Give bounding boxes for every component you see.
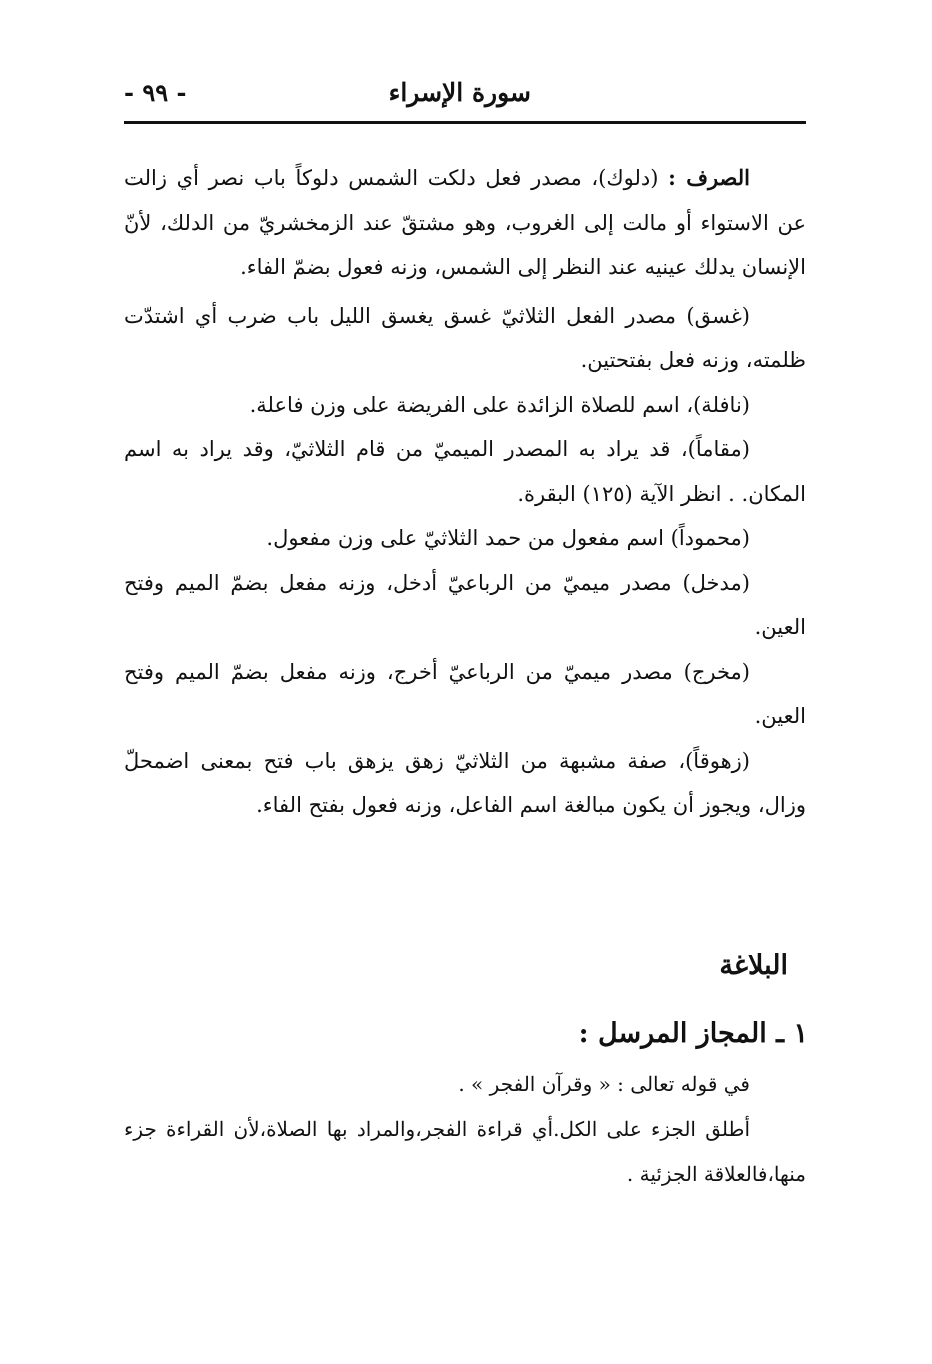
sarf-paragraph-mahmud: (محموداً) اسم مفعول من حمد الثلاثيّ على وزن مفعول. xyxy=(266,526,750,550)
sarf-paragraph-text: (دلوك)، مصدر فعل دلكت الشمس دلوكاً باب نصر أي زالت عن الاستواء أو مالت إلى الغروب، وهو مشتقّ عند الزمخشريّ من الدلك، لأنّ الإنسان يدلك عينيه عند النظر إلى الشمس، وزنه فعول بضمّ الفاء. xyxy=(124,166,806,279)
sarf-paragraph-maqam: (مقاماً)، قد يراد به المصدر الميميّ من قام الثلاثيّ، وقد يراد به اسم المكان. . انظر الآية (١٢٥) البقرة. xyxy=(124,437,806,506)
header-divider xyxy=(124,121,806,124)
majaz-explanation: أطلق الجزء على الكل.أي قراءة الفجر،والمراد بها الصلاة،لأن القراءة جزء منها،فالعلاقة الجزئية . xyxy=(124,1117,806,1186)
sarf-paragraph-ghasaq: (غسق) مصدر الفعل الثلاثيّ غسق يغسق الليل باب ضرب أي اشتدّت ظلمته، وزنه فعل بفتحتين. xyxy=(124,303,806,372)
quote-line: في قوله تعالى : « وقرآن الفجر » . xyxy=(458,1072,750,1096)
balagha-heading: البلاغة xyxy=(719,950,788,981)
sarf-paragraph-nafila: (نافلة)، اسم للصلاة الزائدة على الفريضة على وزن فاعلة. xyxy=(249,392,750,417)
running-title: سورة الإسراء xyxy=(388,78,531,107)
sarf-paragraph-zahuq: (زهوقاً)، صفة مشبهة من الثلاثيّ زهق يزهق باب فتح بمعنى اضمحلّ وزال، ويجوز أن يكون مبالغة اسم الفاعل، وزنه فعول بفتح الفاء. xyxy=(124,748,806,817)
sarf-paragraph-duluk xyxy=(124,156,806,290)
sarf-label: الصرف : xyxy=(668,165,750,190)
page-header xyxy=(124,72,806,122)
sarf-paragraph-mudkhal: (مدخل) مصدر ميميّ من الرباعيّ أدخل، وزنه مفعل بضمّ الميم وفتح العين. xyxy=(124,570,806,639)
page-number: - ٩٩ - xyxy=(124,78,187,107)
majaz-mursal-heading: ١ ـ المجاز المرسل : xyxy=(578,1018,808,1049)
sarf-section xyxy=(124,156,806,828)
balagha-body xyxy=(124,1062,806,1197)
sarf-paragraph-mukhraj: (مخرج) مصدر ميميّ من الرباعيّ أخرج، وزنه مفعل بضمّ الميم وفتح العين. xyxy=(124,659,806,728)
